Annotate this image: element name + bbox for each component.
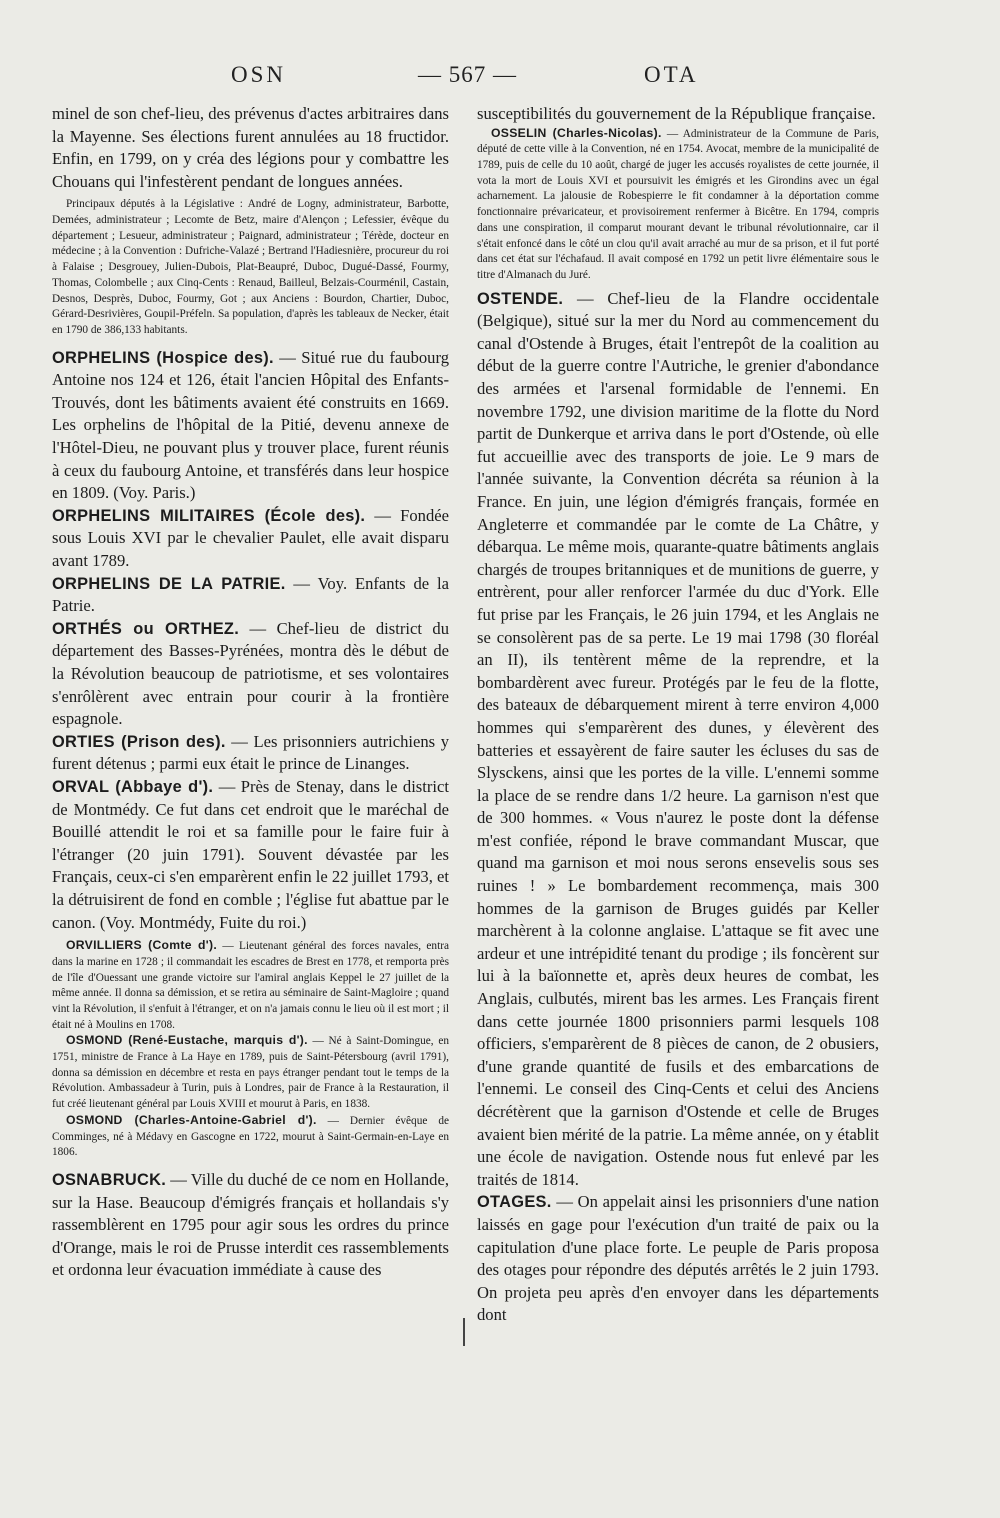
entry-heading: ORPHELINS DE LA PATRIE. (52, 574, 286, 593)
entry-text: — Lieutenant général des forces navales, entra dans la marine en 1728 ; il commandait les escadres de Brest en 1778, et remporta près de l'île d'Ouessant une grande victoire sur l'amiral anglais Keppel le 27 juillet de la même année. Il donna sa démission, et se retira au séminaire de Saint-Magloire ; quand vint la Révolution, il s'enfuit à l'étranger, et on n'a jamais connu le lieu où il est mort ; il était né à Moulins en 1708. (52, 940, 449, 1031)
entry-orphelins-hospice (52, 347, 449, 505)
entry-text: — Situé rue du faubourg Antoine nos 124 et 126, était l'ancien Hôpital des Enfants-Trouvés, dont les bâtiments avaient été construits en 1669. Les orphelins de l'hôpital de la Pitié, devenu annexe de l'Hôtel-Dieu, ne pouvant plus y trouver place, furent réunis à ceux du faubourg Antoine, et transférés dans leur hospice en 1809. (Voy. Paris.) (52, 347, 449, 503)
entry-heading: ORTIES (Prison des). (52, 732, 226, 751)
entry-text: — Ville du duché de ce nom en Hollande, sur la Hase. Beaucoup d'émigrés français et hollandais s'y rassemblèrent en 1795 pour agir sous les ordres du prince d'Orange, mais le roi de Prusse interdit ces rassemblements et ordonna leur évacuation immédiate à cause des (52, 1169, 449, 1280)
entry-heading: OSNABRUCK. (52, 1170, 167, 1189)
entry-heading: OTAGES. (477, 1193, 552, 1212)
entry-heading: ORPHELINS MILITAIRES (École des). (52, 506, 366, 525)
entry-osmond-rene (52, 1033, 449, 1113)
entry-heading: OSSELIN (Charles-Nicolas). (491, 125, 662, 140)
entry-heading: OSTENDE. (477, 289, 564, 308)
paragraph-deputes: Principaux députés à la Législative : André de Logny, administrateur, Barbotte, Demées, administrateur ; Lecomte de Betz, maire d'Alençon ; Lefessier, évêque du département ; Lesueur, administrateur ; Paignard, administrateur ; Térède, docteur en médecine ; à la Convention : Dufriche-Valazé ; Bertrand l'Hadiesnière, procureur du roi à Falaise ; Desgrouey, Julien-Dubois, Plat-Beaupré, Duboc, Dugué-Dassé, Fourmy, Thomas, Colombelle ; aux Cinq-Cents : Renaud, Bailleul, Belzais-Courménil, Castain, Desnos, Desprès, Duboc, Fourmy, Got ; aux Anciens : Bourdon, Chartier, Duboc, Gérard-Desrivières, Goupil-Préfeln. Sa population, d'après les tableaux de Necker, était en 1790 de 386,133 habitants. (52, 198, 449, 336)
entry-orphelins-militaires (52, 505, 449, 573)
entry-orval (52, 776, 449, 934)
entry-orvilliers (52, 938, 449, 1033)
entry-text: — On appelait ainsi les prisonniers d'une nation laissés en gage pour l'exécution d'un traité de paix ou la capitulation d'une place forte. Le peuple de Paris proposa des otages pour répondre des députés arrêtés le 2 juin 1793. On projeta peu après d'en envoyer dans les départements dont (477, 1192, 879, 1325)
entry-otages (477, 1191, 879, 1327)
entry-text: — Administrateur de la Commune de Paris, député de cette ville à la Convention, né en 1754. Avocat, membre de la municipalité de 1789, puis de celle du 10 août, chargé de juger les accusés royalistes de cette journée, il vota la mort de Louis XVI et poursuivit les émigrés et les Girondins avec un égal acharnement. La jalousie de Robespierre le fit condamner à la déportation comme fonctionnaire prévaricateur, et provisoirement renfermer à Bicêtre. En 1794, compris dans une conspiration, il comparut mourant devant le tribunal révolutionnaire, car il s'était enfoncé dans le côté un clou qu'il avait arraché au mur de sa prison, et il fut porté dans cet état sur l'échafaud. Il avait composé en 1792 un petit livre élémentaire sous le titre d'Almanach du Juré. (477, 127, 879, 281)
right-column (477, 103, 879, 1327)
entry-heading: OSMOND (Charles-Antoine-Gabriel d'). (66, 1112, 317, 1127)
entry-osnabruck (52, 1169, 449, 1282)
entry-heading: ORVAL (Abbaye d'). (52, 777, 214, 796)
entry-heading: ORTHÉS ou ORTHEZ. (52, 619, 240, 638)
entry-text: — Chef-lieu de la Flandre occidentale (Belgique), situé sur la mer du Nord au commencement du canal d'Ostende à Bruges, était l'entrepôt de la coalition au début de la guerre contre l'Autriche, le grenier d'abondance des armées et l'arsenal formidable de l'ennemi. En novembre 1792, une division maritime de la flotte du Nord partit de Dunkerque et arriva dans le port d'Ostende, où elle fut accueillie avec des transports de joie. Le 9 mars de l'année suivante, la Convention décréta sa réunion à la France. En juin, une légion d'émigrés français, formée en Angleterre et commandée par le comte de La Châtre, y débarqua. Le même mois, quarante-quatre bâtiments anglais chargés de troupes britanniques et de munitions de guerre, y entrèrent, pour aller renforcer l'armée du duc d'York. Elle fut prise par les Français, le 26 juin 1794, et les Anglais ne se consolèrent pas de sa perte. Le 19 mai 1798 (30 floréal an II), ils tentèrent même de la reprendre, et la bombardèrent avec fureur. Protégés par le feu de la flotte, des bateaux de débarquement mirent à terre environ 4,000 hommes qui s'emparèrent des dunes, y élevèrent des batteries et essayèrent de faire sauter les écluses du sas de Slysckens, ainsi que les portes de la ville. L'ennemi somme la place de se rendre dans 1/2 heure. La garnison n'est que de 300 hommes. « Vous n'aurez le poste dont la défense m'est confiée, répond le brave commandant Muscar, que quand ma garnison et moi nous serons ensevelis sous ses ruines ! » Le bombardement recommença, mais 300 hommes de la garnison de Bruges guidés par Keller marchèrent à la colonne anglaise. L'attaque se fit avec une ardeur et une intrépidité tenant du prodige ; ils foncèrent sur lui à la baïonnette et, après deux heures de combat, les Anglais, culbutés, mirent bas les armes. Les Français firent dans cette journée 1800 prisonniers parmi lesquels 108 officiers, s'emparèrent de 8 pièces de canon, de 2 obusiers, d'une grande quantité de fusils et des embarcations de l'ennemi. Le conseil des Cinq-Cents et celui des Anciens décrétèrent que la garnison d'Ostende et celle de Bruges avaient bien mérité de la patrie. La même année, on y établit une école de navigation. Ostende nous fut enlevé par les traités de 1814. (477, 288, 879, 1189)
header-right-word: OTA (644, 62, 699, 87)
column-rule (463, 1318, 465, 1346)
page-number: — 567 — (418, 62, 517, 87)
entry-osselin (477, 126, 879, 284)
entry-text: — Fondée sous Louis XVI par le chevalier Paulet, elle avait disparu avant 1789. (52, 505, 449, 571)
entry-text: — Dernier évêque de Comminges, né à Médavy en Gascogne en 1722, mourut à Saint-Germain-en-Laye en 1806. (52, 1114, 449, 1159)
left-column (52, 103, 449, 1282)
entry-heading: ORVILLIERS (Comte d'). (66, 938, 218, 953)
header-left-word: OSN (231, 62, 287, 87)
entry-text: — Voy. Enfants de la Patrie. (52, 573, 449, 616)
entry-orties (52, 731, 449, 776)
entry-orthes (52, 618, 449, 731)
entry-ostende (477, 288, 879, 1192)
entry-text: — Né à Saint-Domingue, en 1751, ministre de France à La Haye en 1789, puis de Saint-Pétersbourg (avril 1791), donna sa démission en décembre et resta en pays étranger pendant tout le temps de la Révolution. Ambassadeur à Turin, puis à Londres, pair de France à la Restauration, il fut créé lieutenant général par Louis XVIII et mourut à Paris, en 1838. (52, 1035, 449, 1111)
entry-osmond-charles (52, 1113, 449, 1161)
entry-text: — Près de Stenay, dans le district de Montmédy. Ce fut dans cet endroit que le maréchal de Bouillé attendit le roi et sa famille pour le faire fuir à l'étranger (20 juin 1791). Souvent dévastée par les Français, ceux-ci s'en emparèrent enfin le 22 juillet 1793, et la détruisirent de fond en comble ; l'église fut abattue par le canon. (Voy. Montmédy, Fuite du roi.) (52, 776, 449, 932)
running-header (0, 62, 1000, 102)
entry-heading: ORPHELINS (Hospice des). (52, 348, 274, 367)
entry-heading: OSMOND (René-Eustache, marquis d'). (66, 1033, 308, 1048)
paragraph-mayenne: minel de son chef-lieu, des prévenus d'actes arbitraires dans la Mayenne. Ses élections furent annulées au 18 fructidor. Enfin, en 1799, on y créa des légions pour y combattre les Chouans qui l'infestèrent pendant de longues années. (52, 104, 449, 191)
paragraph-republique: susceptibilités du gouvernement de la République française. (477, 104, 876, 123)
entry-text: — Les prisonniers autrichiens y furent détenus ; parmi eux était le prince de Linanges. (52, 731, 450, 774)
entry-orphelins-patrie (52, 573, 449, 618)
entry-text: — Chef-lieu de district du département des Basses-Pyrénées, montra dès le début de la Révolution beaucoup de patriotisme, et ses volontaires s'enrôlèrent avec entrain pour courir à la frontière espagnole. (52, 618, 449, 729)
